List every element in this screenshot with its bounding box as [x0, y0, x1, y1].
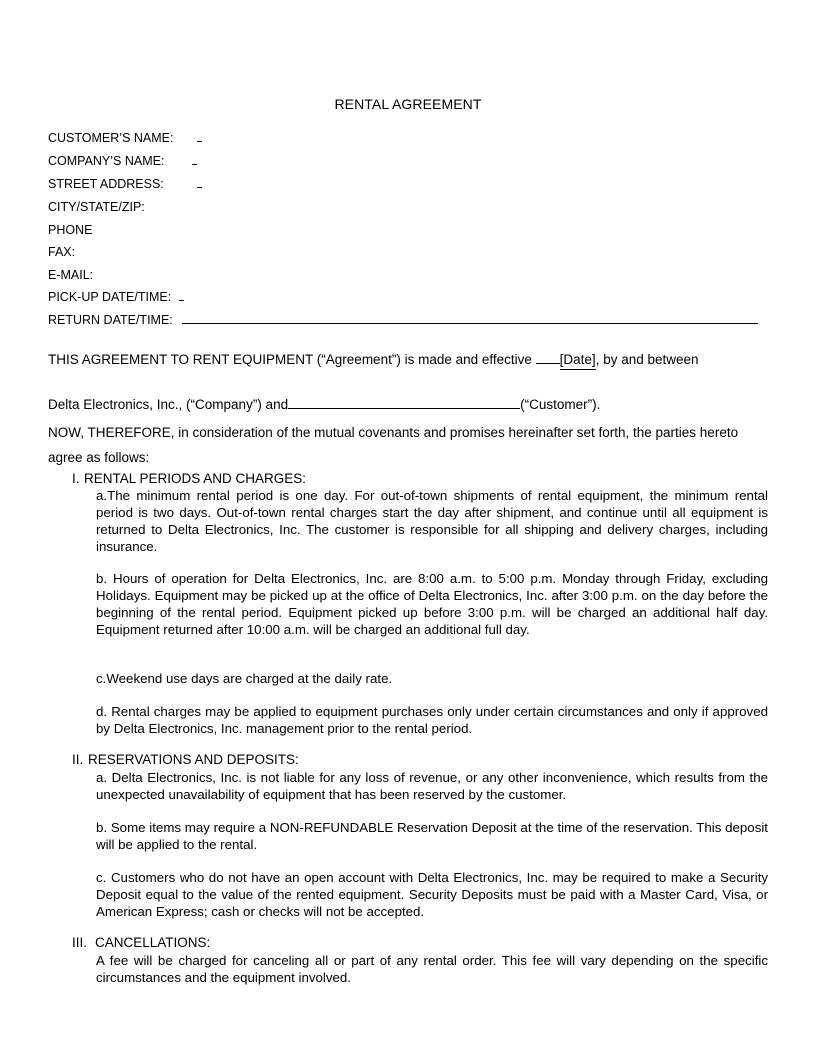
- section-item: d. Rental charges may be applied to equipment purchases only under certain circumstances and only if approved by Delta Electronics, Inc. management prior to the rental period.: [96, 704, 768, 736]
- email-field: [48, 268, 93, 282]
- section-item: c. Customers who do not have an open account with Delta Electronics, Inc. may be required to make a Security Deposit equal to the value of the rented equipment. Security Deposits must be paid with a Master Card, Visa, or American Express; cash or checks will not be accepted.: [96, 870, 768, 919]
- customer-name-label: CUSTOMER’S NAME:: [48, 131, 174, 145]
- street-address-field: [48, 177, 202, 191]
- section-number: III.: [72, 935, 88, 950]
- fax-field: [48, 245, 75, 259]
- section-item: b. Some items may require a NON-REFUNDABLE Reservation Deposit at the time of the reservation. This deposit will be applied to the rental.: [96, 820, 768, 852]
- date-placeholder: [Date]: [560, 351, 596, 370]
- pickup-date-time-field: [48, 290, 184, 304]
- section-heading: [72, 471, 306, 486]
- date-blank[interactable]: [536, 363, 560, 364]
- city-state-zip-field: [48, 200, 145, 214]
- section-title: RESERVATIONS AND DEPOSITS:: [88, 752, 299, 767]
- section-heading: [72, 752, 299, 767]
- section-item: b. Hours of operation for Delta Electronics, Inc. are 8:00 a.m. to 5:00 p.m. Monday through Friday, excluding Holidays. Equipment may be picked up at the office of Delta Electronics, Inc. after 3:00 p.m. on the day before the beginning of the rental period. Equipment picked up before 3:00 p.m. will be charged an additional half day. Equipment returned after 10:00 a.m. will be charged an additional full day.: [96, 571, 768, 637]
- section-number: I.: [72, 471, 80, 486]
- intro-text-b: , by and between: [595, 352, 699, 367]
- phone-field: [48, 223, 92, 237]
- fax-label: FAX:: [48, 245, 76, 259]
- document-title: RENTAL AGREEMENT: [334, 96, 482, 112]
- customer-name-field: [48, 131, 202, 145]
- parties-text-a: Delta Electronics, Inc., (“Company”) and: [48, 397, 289, 412]
- pickup-date-time-label: PICK-UP DATE/TIME:: [48, 290, 172, 304]
- email-label: E-MAIL:: [48, 268, 94, 282]
- section-item: A fee will be charged for canceling all or part of any rental order. This fee will vary depending on the specific circumstances and the equipment involved.: [96, 953, 768, 985]
- phone-label: PHONE: [48, 223, 93, 237]
- return-date-time-blank[interactable]: [182, 313, 758, 324]
- company-name-field: [48, 154, 197, 168]
- section-item: a. Delta Electronics, Inc. is not liable for any loss of revenue, or any other inconvenience, which results from the unexpected unavailability of equipment that has been reserved by the customer.: [96, 770, 768, 802]
- parties-text-b: (“Customer”).: [520, 397, 601, 412]
- customer-blank[interactable]: [288, 394, 520, 409]
- parties-paragraph: [48, 394, 770, 414]
- agreement-intro-paragraph: [48, 351, 770, 370]
- section-item: a.The minimum rental period is one day. For out-of-town shipments of rental equipment, the minimum rental period is two days. Out-of-town rental charges start the day after shipment, and continue until all equipment is returned to Delta Electronics, Inc. The customer is responsible for all shipping and delivery charges, including insurance.: [96, 488, 768, 554]
- return-date-time-field: [48, 313, 758, 327]
- intro-text-a: THIS AGREEMENT TO RENT EQUIPMENT (“Agreement”) is made and effective: [48, 352, 536, 367]
- section-heading: [72, 935, 210, 950]
- now-therefore-paragraph: NOW, THEREFORE, in consideration of the mutual covenants and promises hereinafter set forth, the parties hereto agree as follows:: [48, 425, 739, 465]
- company-name-blank[interactable]: [192, 154, 197, 165]
- section-title: RENTAL PERIODS AND CHARGES:: [84, 471, 307, 486]
- section-item: c.Weekend use days are charged at the daily rate.: [96, 671, 393, 686]
- return-date-time-label: RETURN DATE/TIME:: [48, 313, 173, 327]
- pickup-date-time-blank[interactable]: [179, 290, 184, 301]
- customer-name-blank[interactable]: [197, 131, 202, 142]
- city-state-zip-label: CITY/STATE/ZIP:: [48, 200, 145, 214]
- street-address-label: STREET ADDRESS:: [48, 177, 164, 191]
- section-title: CANCELLATIONS:: [95, 935, 211, 950]
- company-name-label: COMPANY’S NAME:: [48, 154, 165, 168]
- street-address-blank[interactable]: [197, 177, 202, 188]
- section-number: II.: [72, 752, 84, 767]
